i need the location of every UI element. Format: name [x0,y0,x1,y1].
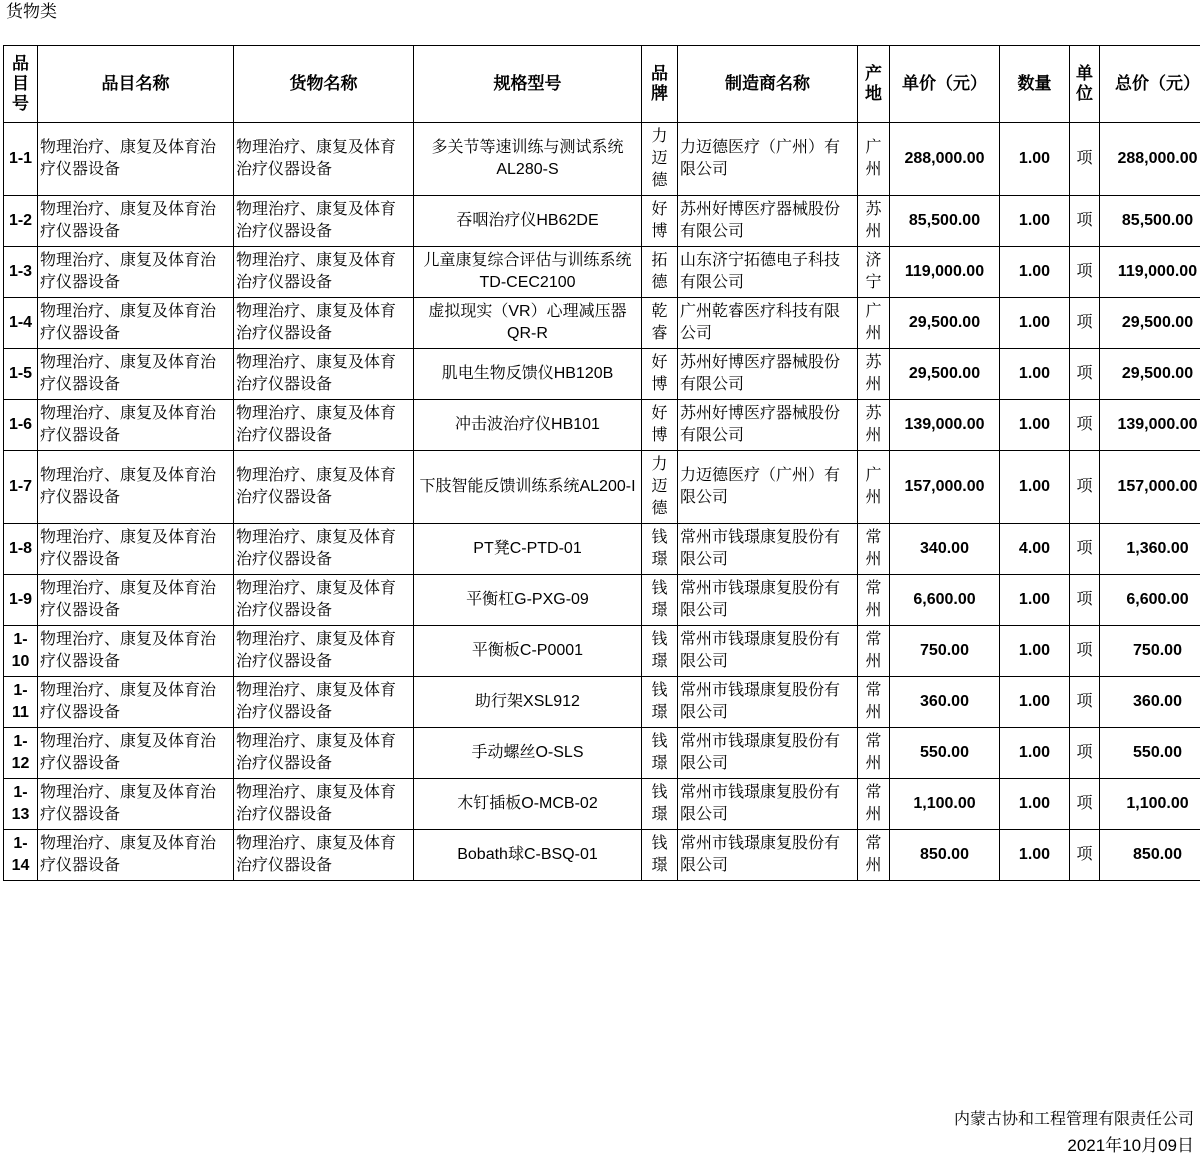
cell-origin: 常州 [858,524,890,575]
header-brand-text: 品牌 [651,64,668,103]
header-goods-name: 货物名称 [234,46,414,123]
cell-item-name: 物理治疗、康复及体育治疗仪器设备 [38,677,234,728]
cell-unit-price: 157,000.00 [890,451,1000,524]
cell-spec: 手动螺丝O-SLS [414,728,642,779]
cell-goods-name: 物理治疗、康复及体育治疗仪器设备 [234,779,414,830]
cell-spec: 平衡板C-P0001 [414,626,642,677]
cell-unit-price: 139,000.00 [890,400,1000,451]
cell-unit: 项 [1070,451,1100,524]
cell-manufacturer: 常州市钱璟康复股份有限公司 [678,626,858,677]
cell-goods-name: 物理治疗、康复及体育治疗仪器设备 [234,524,414,575]
cell-origin: 广州 [858,451,890,524]
header-unit-price: 单价（元） [890,46,1000,123]
cell-item-name: 物理治疗、康复及体育治疗仪器设备 [38,524,234,575]
cell-item-name: 物理治疗、康复及体育治疗仪器设备 [38,779,234,830]
cell-quantity: 4.00 [1000,524,1070,575]
cell-manufacturer: 常州市钱璟康复股份有限公司 [678,728,858,779]
cell-goods-name: 物理治疗、康复及体育治疗仪器设备 [234,728,414,779]
cell-quantity: 1.00 [1000,400,1070,451]
cell-quantity: 1.00 [1000,349,1070,400]
cell-brand: 钱璟 [642,575,678,626]
cell-unit-price: 850.00 [890,830,1000,881]
cell-origin: 常州 [858,779,890,830]
cell-unit-price: 29,500.00 [890,298,1000,349]
table-row [4,830,1200,881]
header-quantity: 数量 [1000,46,1070,123]
cell-total-price: 139,000.00 [1100,400,1200,451]
cell-manufacturer: 广州乾睿医疗科技有限公司 [678,298,858,349]
cell-no: 1-2 [4,196,38,247]
cell-brand: 好博 [642,400,678,451]
cell-unit: 项 [1070,830,1100,881]
cell-unit: 项 [1070,677,1100,728]
cell-origin: 常州 [858,728,890,779]
cell-total-price: 750.00 [1100,626,1200,677]
cell-unit: 项 [1070,298,1100,349]
cell-item-name: 物理治疗、康复及体育治疗仪器设备 [38,575,234,626]
header-brand [642,46,678,123]
cell-origin: 常州 [858,626,890,677]
cell-goods-name: 物理治疗、康复及体育治疗仪器设备 [234,298,414,349]
document-footer [954,1107,1194,1159]
table-row [4,779,1200,830]
cell-total-price: 29,500.00 [1100,298,1200,349]
cell-quantity: 1.00 [1000,626,1070,677]
header-total-price: 总价（元） [1100,46,1200,123]
footer-company: 内蒙古协和工程管理有限责任公司 [953,1111,1194,1128]
cell-quantity: 1.00 [1000,830,1070,881]
cell-item-name: 物理治疗、康复及体育治疗仪器设备 [38,400,234,451]
cell-quantity: 1.00 [1000,123,1070,196]
cell-brand: 拓德 [642,247,678,298]
header-spec: 规格型号 [414,46,642,123]
goods-table [3,45,1200,881]
cell-no: 1-14 [4,830,38,881]
cell-no: 1-11 [4,677,38,728]
cell-origin: 济宁 [858,247,890,298]
cell-unit-price: 119,000.00 [890,247,1000,298]
cell-spec: 多关节等速训练与测试系统AL280-S [414,123,642,196]
cell-no: 1-4 [4,298,38,349]
cell-manufacturer: 苏州好博医疗器械股份有限公司 [678,349,858,400]
cell-total-price: 550.00 [1100,728,1200,779]
cell-unit-price: 6,600.00 [890,575,1000,626]
cell-no: 1-7 [4,451,38,524]
table-row [4,677,1200,728]
cell-goods-name: 物理治疗、康复及体育治疗仪器设备 [234,247,414,298]
cell-manufacturer: 常州市钱璟康复股份有限公司 [678,830,858,881]
table-header-row [4,46,1200,123]
cell-origin: 苏州 [858,349,890,400]
cell-no: 1-8 [4,524,38,575]
cell-item-name: 物理治疗、康复及体育治疗仪器设备 [38,196,234,247]
cell-brand: 好博 [642,196,678,247]
cell-quantity: 1.00 [1000,728,1070,779]
cell-quantity: 1.00 [1000,677,1070,728]
cell-spec: 虚拟现实（VR）心理减压器QR-R [414,298,642,349]
cell-no: 1-10 [4,626,38,677]
cell-item-name: 物理治疗、康复及体育治疗仪器设备 [38,728,234,779]
cell-total-price: 119,000.00 [1100,247,1200,298]
cell-origin: 常州 [858,677,890,728]
cell-total-price: 157,000.00 [1100,451,1200,524]
cell-quantity: 1.00 [1000,298,1070,349]
cell-unit: 项 [1070,626,1100,677]
cell-spec: PT凳C-PTD-01 [414,524,642,575]
cell-item-name: 物理治疗、康复及体育治疗仪器设备 [38,123,234,196]
cell-manufacturer: 力迈德医疗（广州）有限公司 [678,123,858,196]
cell-unit: 项 [1070,400,1100,451]
cell-unit-price: 85,500.00 [890,196,1000,247]
cell-origin: 广州 [858,123,890,196]
table-row [4,575,1200,626]
table-row [4,247,1200,298]
cell-manufacturer: 苏州好博医疗器械股份有限公司 [678,196,858,247]
cell-unit-price: 29,500.00 [890,349,1000,400]
cell-total-price: 6,600.00 [1100,575,1200,626]
cell-unit: 项 [1070,575,1100,626]
cell-goods-name: 物理治疗、康复及体育治疗仪器设备 [234,123,414,196]
section-title: 货物类 [6,2,57,21]
cell-unit: 项 [1070,779,1100,830]
cell-manufacturer: 常州市钱璟康复股份有限公司 [678,524,858,575]
header-manufacturer: 制造商名称 [678,46,858,123]
cell-quantity: 1.00 [1000,247,1070,298]
cell-no: 1-9 [4,575,38,626]
cell-unit-price: 340.00 [890,524,1000,575]
cell-brand: 钱璟 [642,728,678,779]
header-item-name: 品目名称 [38,46,234,123]
table-row [4,626,1200,677]
cell-brand: 乾睿 [642,298,678,349]
table-row [4,728,1200,779]
cell-goods-name: 物理治疗、康复及体育治疗仪器设备 [234,677,414,728]
cell-no: 1-1 [4,123,38,196]
table-row [4,123,1200,196]
cell-manufacturer: 常州市钱璟康复股份有限公司 [678,677,858,728]
cell-spec: 吞咽治疗仪HB62DE [414,196,642,247]
cell-total-price: 29,500.00 [1100,349,1200,400]
cell-item-name: 物理治疗、康复及体育治疗仪器设备 [38,349,234,400]
cell-unit: 项 [1070,728,1100,779]
cell-no: 1-3 [4,247,38,298]
cell-goods-name: 物理治疗、康复及体育治疗仪器设备 [234,349,414,400]
cell-origin: 广州 [858,298,890,349]
cell-manufacturer: 苏州好博医疗器械股份有限公司 [678,400,858,451]
cell-no: 1-5 [4,349,38,400]
cell-unit: 项 [1070,123,1100,196]
cell-no: 1-13 [4,779,38,830]
cell-unit: 项 [1070,196,1100,247]
cell-goods-name: 物理治疗、康复及体育治疗仪器设备 [234,400,414,451]
cell-brand: 钱璟 [642,524,678,575]
header-origin-text: 产地 [865,64,882,103]
cell-unit-price: 288,000.00 [890,123,1000,196]
table-row [4,524,1200,575]
cell-item-name: 物理治疗、康复及体育治疗仪器设备 [38,626,234,677]
cell-total-price: 360.00 [1100,677,1200,728]
cell-spec: Bobath球C-BSQ-01 [414,830,642,881]
cell-unit: 项 [1070,524,1100,575]
cell-manufacturer: 山东济宁拓德电子科技有限公司 [678,247,858,298]
cell-manufacturer: 力迈德医疗（广州）有限公司 [678,451,858,524]
cell-total-price: 85,500.00 [1100,196,1200,247]
cell-unit-price: 750.00 [890,626,1000,677]
cell-quantity: 1.00 [1000,575,1070,626]
cell-brand: 钱璟 [642,779,678,830]
table-row [4,400,1200,451]
cell-origin: 苏州 [858,400,890,451]
cell-quantity: 1.00 [1000,451,1070,524]
cell-unit-price: 360.00 [890,677,1000,728]
footer-date: 2021年10月09日 [1067,1136,1194,1155]
cell-quantity: 1.00 [1000,196,1070,247]
table-row [4,349,1200,400]
cell-goods-name: 物理治疗、康复及体育治疗仪器设备 [234,451,414,524]
cell-manufacturer: 常州市钱璟康复股份有限公司 [678,779,858,830]
cell-goods-name: 物理治疗、康复及体育治疗仪器设备 [234,830,414,881]
header-unit [1070,46,1100,123]
header-unit-text: 单位 [1076,64,1093,103]
cell-spec: 下肢智能反馈训练系统AL200-I [414,451,642,524]
cell-manufacturer: 常州市钱璟康复股份有限公司 [678,575,858,626]
cell-unit-price: 550.00 [890,728,1000,779]
table-row [4,451,1200,524]
cell-quantity: 1.00 [1000,779,1070,830]
cell-brand: 钱璟 [642,677,678,728]
cell-origin: 苏州 [858,196,890,247]
cell-goods-name: 物理治疗、康复及体育治疗仪器设备 [234,196,414,247]
cell-total-price: 850.00 [1100,830,1200,881]
table-row [4,196,1200,247]
cell-spec: 儿童康复综合评估与训练系统TD-CEC2100 [414,247,642,298]
header-origin [858,46,890,123]
cell-total-price: 1,100.00 [1100,779,1200,830]
header-no-text: 品目号 [12,54,29,113]
cell-goods-name: 物理治疗、康复及体育治疗仪器设备 [234,626,414,677]
table-body [4,123,1200,881]
cell-unit: 项 [1070,247,1100,298]
cell-item-name: 物理治疗、康复及体育治疗仪器设备 [38,451,234,524]
cell-spec: 冲击波治疗仪HB101 [414,400,642,451]
cell-brand: 钱璟 [642,626,678,677]
cell-spec: 肌电生物反馈仪HB120B [414,349,642,400]
cell-brand: 好博 [642,349,678,400]
cell-brand: 钱璟 [642,830,678,881]
cell-no: 1-12 [4,728,38,779]
cell-no: 1-6 [4,400,38,451]
cell-origin: 常州 [858,575,890,626]
cell-origin: 常州 [858,830,890,881]
table-row [4,298,1200,349]
header-no [4,46,38,123]
cell-unit: 项 [1070,349,1100,400]
cell-item-name: 物理治疗、康复及体育治疗仪器设备 [38,298,234,349]
cell-spec: 助行架XSL912 [414,677,642,728]
cell-goods-name: 物理治疗、康复及体育治疗仪器设备 [234,575,414,626]
cell-item-name: 物理治疗、康复及体育治疗仪器设备 [38,830,234,881]
cell-total-price: 1,360.00 [1100,524,1200,575]
cell-brand: 力迈德 [642,451,678,524]
cell-spec: 平衡杠G-PXG-09 [414,575,642,626]
cell-brand: 力迈德 [642,123,678,196]
cell-unit-price: 1,100.00 [890,779,1000,830]
cell-spec: 木钉插板O-MCB-02 [414,779,642,830]
cell-item-name: 物理治疗、康复及体育治疗仪器设备 [38,247,234,298]
cell-total-price: 288,000.00 [1100,123,1200,196]
